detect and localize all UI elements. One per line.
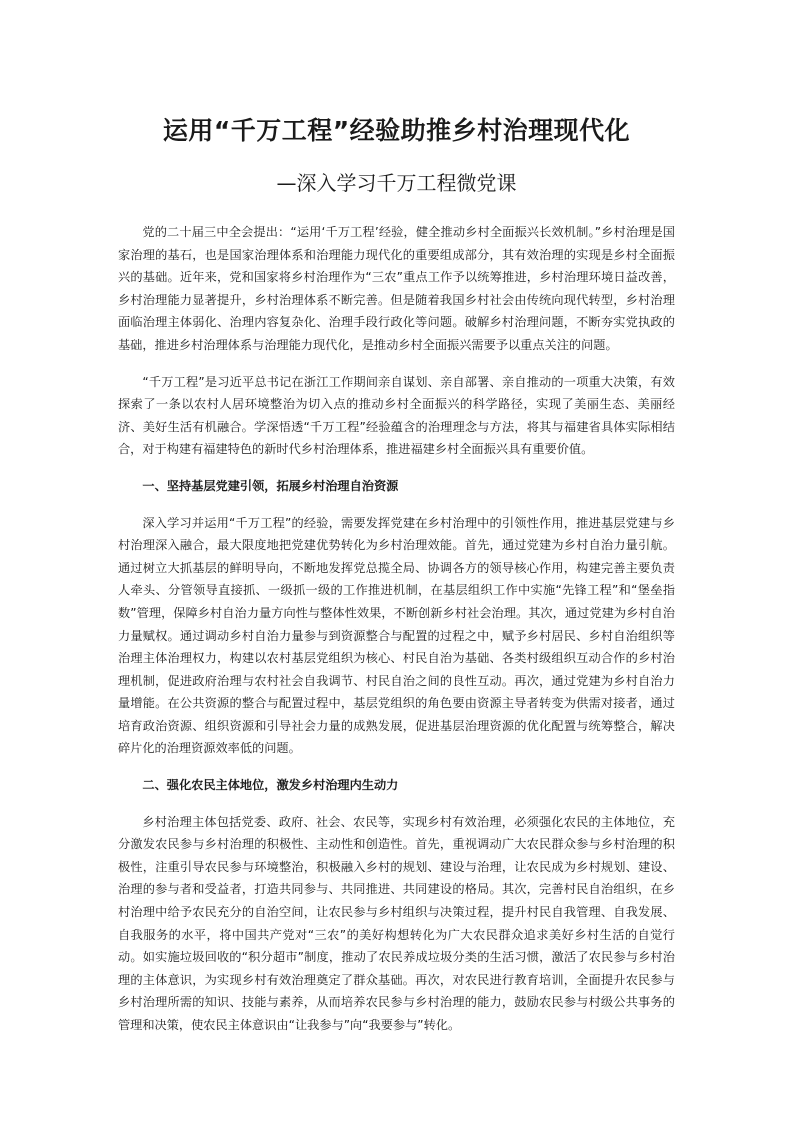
document-title: 运用“千万工程”经验助推乡村治理现代化 — [162, 116, 631, 145]
document-subtitle: —深入学习千万工程微党课 — [276, 171, 517, 195]
section-heading-2: 二、强化农民主体地位，激发乡村治理内生动力 — [142, 778, 399, 793]
section-heading-1: 一、坚持基层党建引领，拓展乡村治理自治资源 — [142, 478, 399, 493]
intro-paragraph: 党的二十届三中全会提出：“运用‘千万工程’经验，健全推动乡村全面振兴长效机制。”乡村治理是国家治理的基石，也是国家治理体系和治理能力现代化的重要组成部分，其有效治理的实现是乡村全面振兴的基础。近年来，党和国家将乡村治理作为“三农”重点工作予以统筹推进，乡村治理环境日益改善，乡村治理能力显著提升，乡村治理体系不断完善。但是随着我国乡村社会由传统向现代转型，乡村治理面临治理主体弱化、治理内容复杂化、治理手段行政化等问题。破解乡村治理问题，不断夯实党执政的基础，推进乡村治理体系与治理能力现代化，是推动乡村全面振兴需要予以重点关注的问题。 — [118, 225, 675, 352]
section-1-paragraph: 深入学习并运用“千万工程”的经验，需要发挥党建在乡村治理中的引领性作用，推进基层党建与乡村治理深入融合，最大限度地把党建优势转化为乡村治理效能。首先，通过党建为乡村自治力量引航。通过树立大抓基层的鲜明导向，不断地发挥党总揽全局、协调各方的领导核心作用，构建完善主要负责人牵头、分管领导直接抓、一级抓一级的工作推进机制，在基层组织工作中实施“先锋工程”和“堡垒指数”管理，保障乡村自治力量方向性与整体性效果，不断创新乡村社会治理。其次，通过党建为乡村自治力量赋权。通过调动乡村自治力量参与到资源整合与配置的过程之中，赋予乡村居民、乡村自治组织等治理主体治理权力，构建以农村基层党组织为核心、村民自治为基础、各类村级组织互动合作的乡村治理机制，促进政府治理与农村社会自我调节、村民自治之间的良性互动。再次，通过党建为乡村自治力量增能。在公共资源的整合与配置过程中，基层党组织的角色要由资源主导者转变为供需对接者，通过培育政治资源、组织资源和引导社会力量的成熟发展，促进基层治理资源的优化配置与统筹整合，解决碎片化的治理资源效率低的问题。 — [118, 515, 675, 756]
section-2-paragraph: 乡村治理主体包括党委、政府、社会、农民等，实现乡村有效治理，必须强化农民的主体地位，充分激发农民参与乡村治理的积极性、主动性和创造性。首先，重视调动广大农民群众参与乡村治理的积极性，注重引导农民参与环境整治，积极融入乡村的规划、建设与治理，让农民成为乡村规划、建设、治理的参与者和受益者，打造共同参与、共同推进、共同建设的格局。其次，完善村民自治组织，在乡村治理中给予农民充分的自治空间，让农民参与乡村组织与决策过程，提升村民自我管理、自我发展、自我服务的水平，将中国共产党对“三农”的美好构想转化为广大农民群众追求美好乡村生活的自觉行动。如实施垃圾回收的“积分超市”制度，推动了农民养成垃圾分类的生活习惯，激活了农民参与乡村治理的主体意识，为实现乡村有效治理奠定了群众基础。再次，对农民进行教育培训，全面提升农民参与乡村治理所需的知识、技能与素养，从而培养农民参与乡村治理的能力，鼓励农民参与村级公共事务的管理和决策，使农民主体意识由“让我参与”向“我要参与”转化。 — [118, 814, 675, 1032]
qianwan-paragraph: “千万工程”是习近平总书记在浙江工作期间亲自谋划、亲自部署、亲自推动的一项重大决策，有效探索了一条以农村人居环境整治为切入点的推动乡村全面振兴的科学路径，实现了美丽生态、美丽经济、美好生活有机融合。学深悟透“千万工程”经验蕴含的治理理念与方法，将其与福建省具体实际相结合，对于构建有福建特色的新时代乡村治理体系，推进福建乡村全面振兴具有重要价值。 — [118, 374, 675, 457]
